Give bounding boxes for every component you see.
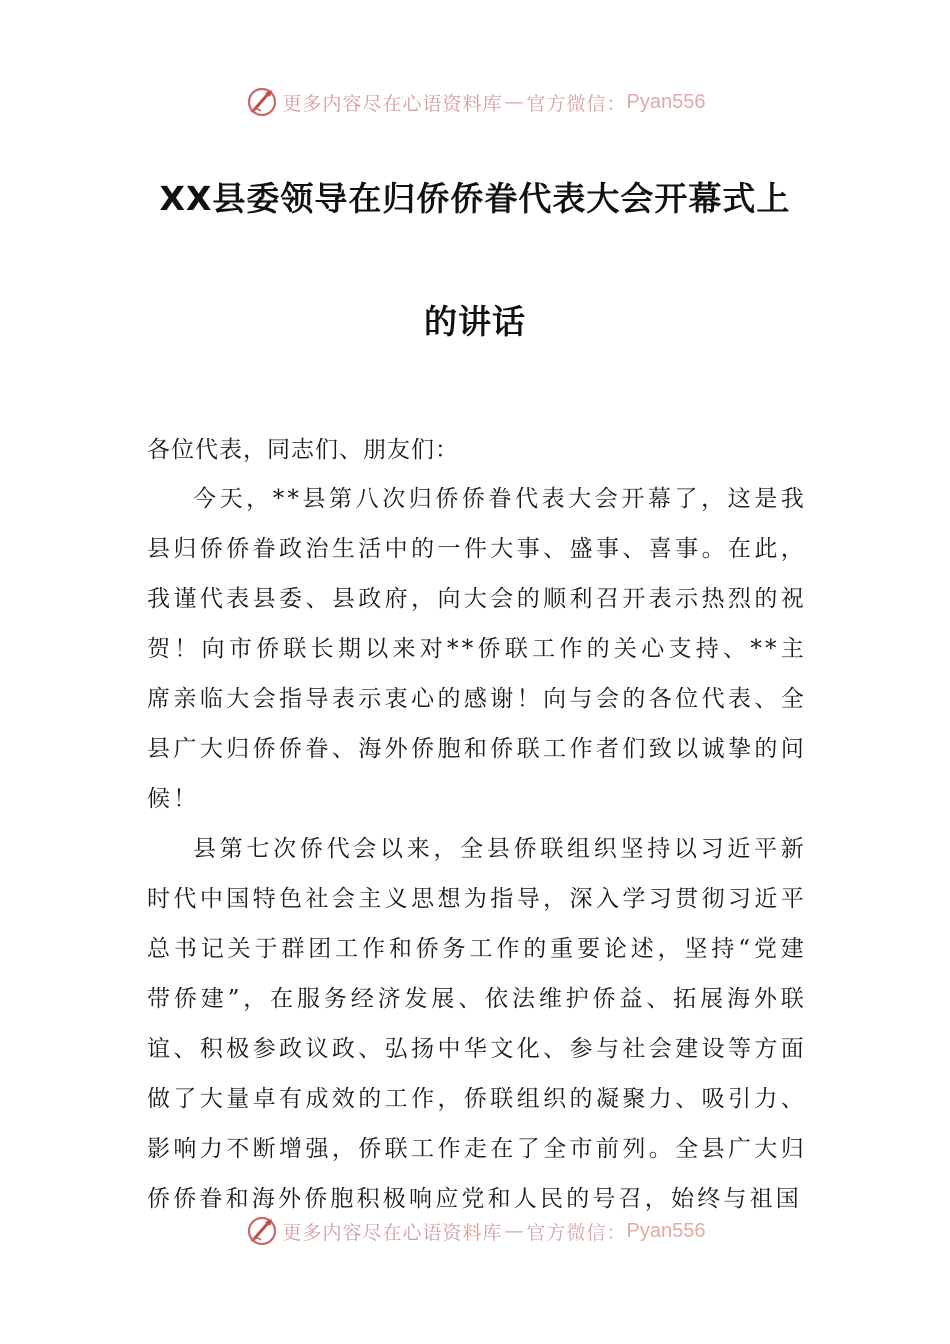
watermark-header [0,82,950,122]
pen-circle-logo-icon [245,85,279,119]
watermark-brand: 更多内容尽在心语资料库 [282,92,503,115]
paragraph-2: 县第七次侨代会以来，全县侨联组织坚持以习近平新时代中国特色社会主义思想为指导，深入学习贯彻习近平总书记关于群团工作和侨务工作的重要论述，坚持“党建带侨建”，在服务经济发展、依法维护侨益、拓展海外联谊、积极参政议政、弘扬中华文化、参与社会建设等方面做了大量卓有成效的工作，侨联组织的凝聚力、吸引力、影响力不断增强，侨联工作走在了全市前列。全县广大归侨侨眷和海外侨胞积极响应党和人民的号召，始终与祖国 [147,836,807,1212]
watermark-wechat-id: Pyan556 [626,90,706,113]
page-title-line-1: XX县委领导在归侨侨眷代表大会开幕式上 [159,179,791,218]
watermark-separator: — [504,1220,525,1242]
salutation: 各位代表，同志们、朋友们： [147,437,459,463]
watermark-label: 官方微信： [526,92,627,115]
watermark-footer [0,1211,950,1251]
watermark-label: 官方微信： [526,1221,627,1244]
pen-circle-logo-icon [245,1214,279,1248]
watermark-brand: 更多内容尽在心语资料库 [282,1221,503,1244]
page-title-line-2: 的讲话 [424,302,526,341]
paragraph-1: 今天，**县第八次归侨侨眷代表大会开幕了，这是我县归侨侨眷政治生活中的一件大事、盛事、喜事。在此，我谨代表县委、县政府，向大会的顺利召开表示热烈的祝贺！向市侨联长期以来对**侨联工作的关心支持、**主席亲临大会指导表示衷心的感谢！向与会的各位代表、全县广大归侨侨眷、海外侨胞和侨联工作者们致以诚挚的问候！ [147,486,807,812]
watermark-wechat-id: Pyan556 [626,1219,706,1242]
speech-body [147,474,807,1224]
watermark-separator: — [504,91,525,113]
